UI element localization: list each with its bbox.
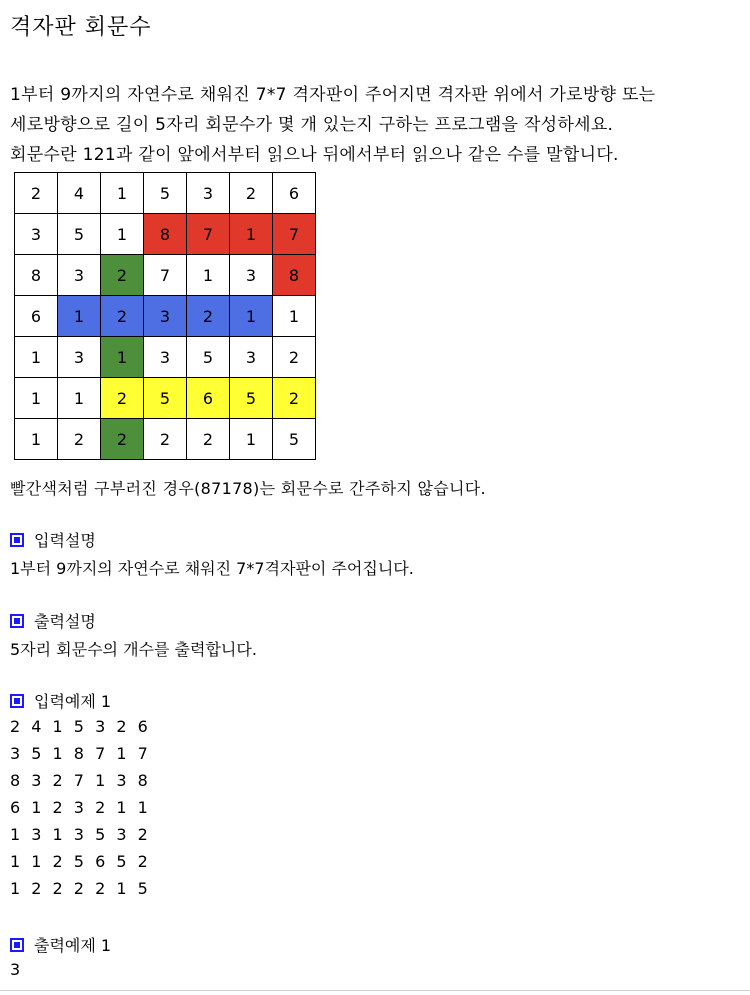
grid-cell: 1 <box>15 419 58 460</box>
input-example-line: 6 1 2 3 2 1 1 <box>10 798 151 817</box>
grid-cell: 1 <box>101 214 144 255</box>
section-heading-label: 출력설명 <box>34 612 96 631</box>
grid-cell: 1 <box>187 255 230 296</box>
grid-cell: 5 <box>230 378 273 419</box>
grid-cell: 5 <box>58 214 101 255</box>
description-line-3: 회문수란 121과 같이 앞에서부터 읽으나 뒤에서부터 읽으나 같은 수를 말합니다. <box>10 145 619 165</box>
grid-cell: 5 <box>144 173 187 214</box>
input-example-line: 2 4 1 5 3 2 6 <box>10 717 151 736</box>
grid-cell: 3 <box>230 255 273 296</box>
input-example-line: 1 2 2 2 2 1 5 <box>10 879 151 898</box>
example-grid <box>14 172 316 460</box>
output-example-heading <box>10 933 111 956</box>
grid-cell: 2 <box>187 296 230 337</box>
grid-row <box>15 214 316 255</box>
description-line-1: 1부터 9까지의 자연수로 채워진 7*7 격자판이 주어지면 격자판 위에서 가로방향 또는 <box>10 85 656 105</box>
grid-cell: 7 <box>144 255 187 296</box>
grid-cell: 2 <box>58 419 101 460</box>
grid-cell: 1 <box>273 296 316 337</box>
grid-cell: 1 <box>58 296 101 337</box>
grid-cell: 1 <box>230 296 273 337</box>
grid-cell: 3 <box>230 337 273 378</box>
input-example-line: 1 3 1 3 5 3 2 <box>10 825 151 844</box>
grid-cell: 2 <box>101 419 144 460</box>
grid-cell: 1 <box>101 337 144 378</box>
grid-row <box>15 378 316 419</box>
description-line-2: 세로방향으로 길이 5자리 회문수가 몇 개 있는지 구하는 프로그램을 작성하세요. <box>10 115 614 135</box>
grid-row <box>15 296 316 337</box>
grid-cell: 2 <box>15 173 58 214</box>
grid-cell: 1 <box>58 378 101 419</box>
grid-cell: 5 <box>187 337 230 378</box>
input-example-line: 8 3 2 7 1 3 8 <box>10 771 151 790</box>
input-example-heading <box>10 689 111 712</box>
output-desc-text: 5자리 회문수의 개수를 출력합니다. <box>10 640 257 659</box>
grid-cell: 3 <box>58 337 101 378</box>
input-desc-text: 1부터 9까지의 자연수로 채워진 7*7격자판이 주어집니다. <box>10 559 414 578</box>
grid-cell: 1 <box>230 214 273 255</box>
grid-row <box>15 173 316 214</box>
grid-cell: 6 <box>273 173 316 214</box>
grid-cell: 4 <box>58 173 101 214</box>
output-example-text: 3 <box>10 960 24 979</box>
bottom-divider <box>0 990 750 991</box>
grid-cell: 7 <box>187 214 230 255</box>
grid-cell: 1 <box>15 337 58 378</box>
input-desc-heading <box>10 528 96 551</box>
grid-cell: 2 <box>273 378 316 419</box>
grid-cell: 1 <box>101 173 144 214</box>
square-bullet-icon <box>10 614 24 628</box>
grid-cell: 6 <box>15 296 58 337</box>
grid-cell: 2 <box>187 419 230 460</box>
grid-cell: 3 <box>187 173 230 214</box>
grid-cell: 3 <box>144 337 187 378</box>
grid-cell: 8 <box>15 255 58 296</box>
input-example-line: 1 1 2 5 6 5 2 <box>10 852 151 871</box>
grid-cell: 5 <box>273 419 316 460</box>
square-bullet-icon <box>10 694 24 708</box>
grid-cell: 2 <box>101 296 144 337</box>
grid-cell: 2 <box>230 173 273 214</box>
section-heading-label: 입력예제 1 <box>34 692 112 711</box>
grid-cell: 2 <box>144 419 187 460</box>
section-heading-label: 입력설명 <box>34 531 96 550</box>
grid-cell: 2 <box>101 378 144 419</box>
grid-cell: 3 <box>144 296 187 337</box>
grid-cell: 3 <box>15 214 58 255</box>
input-example-line: 3 5 1 8 7 1 7 <box>10 744 151 763</box>
grid-cell: 8 <box>273 255 316 296</box>
square-bullet-icon <box>10 938 24 952</box>
grid-cell: 6 <box>187 378 230 419</box>
square-bullet-icon <box>10 533 24 547</box>
grid-cell: 8 <box>144 214 187 255</box>
grid-row <box>15 255 316 296</box>
grid-cell: 1 <box>15 378 58 419</box>
grid-row <box>15 337 316 378</box>
grid-row <box>15 419 316 460</box>
output-desc-heading <box>10 609 96 632</box>
section-heading-label: 출력예제 1 <box>34 936 112 955</box>
note-text: 빨간색처럼 구부러진 경우(87178)는 회문수로 간주하지 않습니다. <box>10 479 486 498</box>
page-title: 격자판 회문수 <box>10 15 152 40</box>
grid-cell: 5 <box>144 378 187 419</box>
grid-cell: 2 <box>273 337 316 378</box>
grid-cell: 1 <box>230 419 273 460</box>
grid-cell: 7 <box>273 214 316 255</box>
grid-cell: 2 <box>101 255 144 296</box>
grid-cell: 3 <box>58 255 101 296</box>
